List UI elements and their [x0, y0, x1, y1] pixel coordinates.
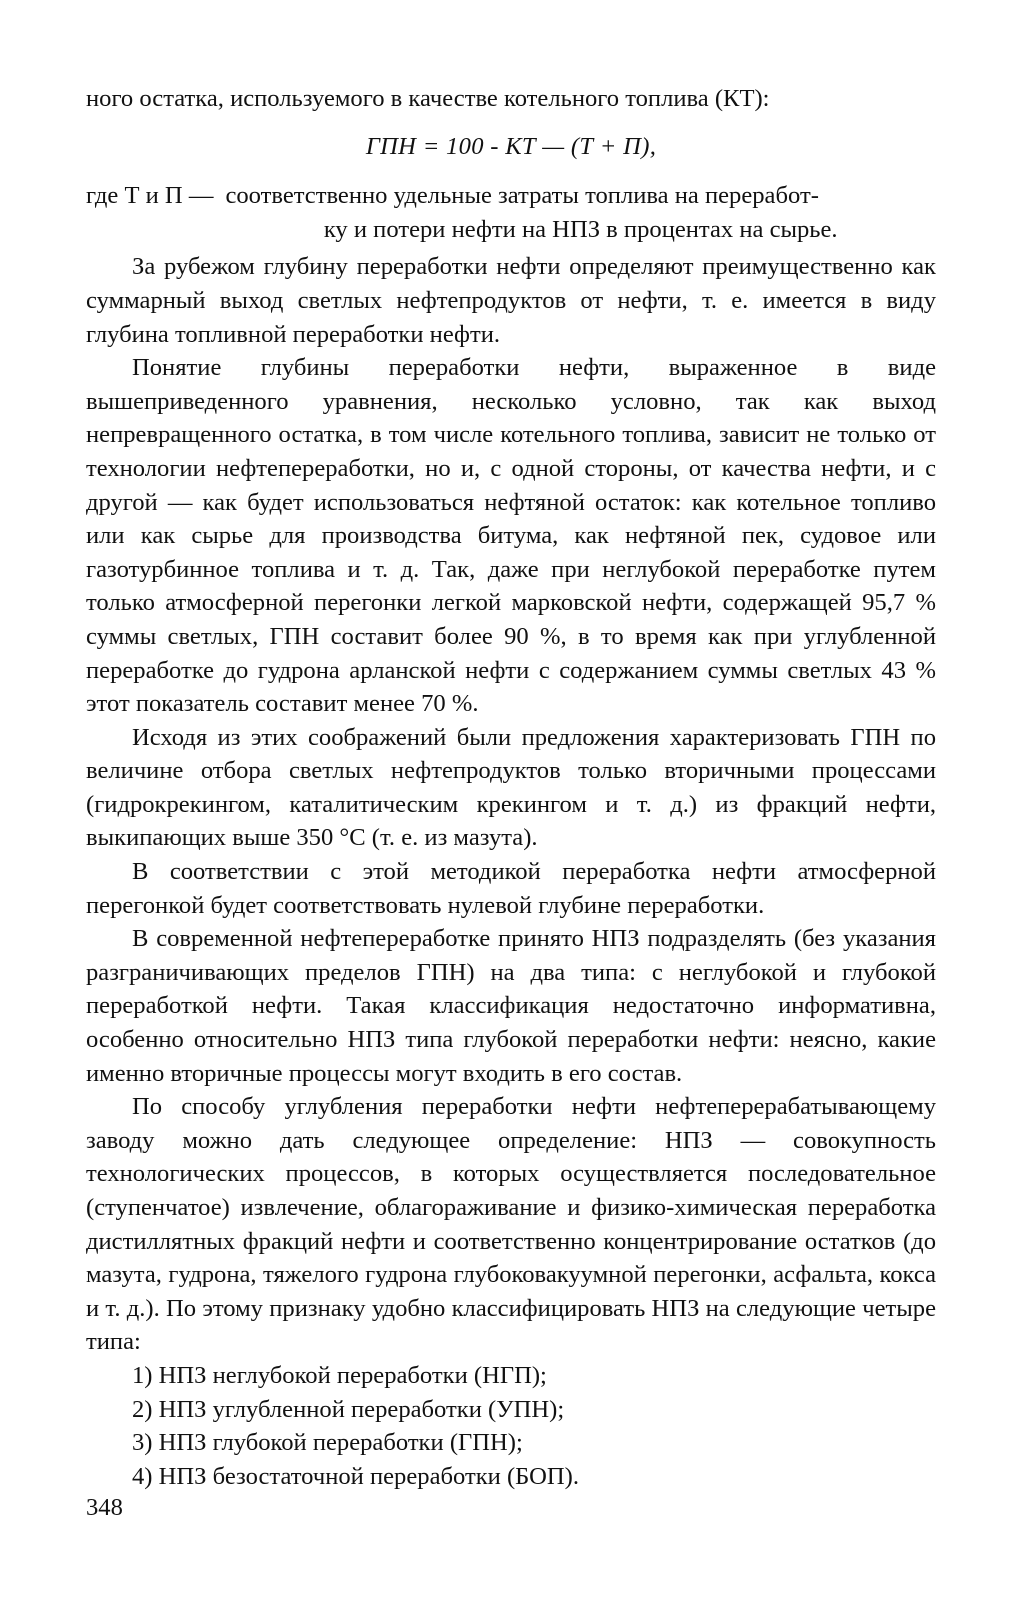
paragraph: В соответствии с этой методикой переработка нефти атмосферной перегонкой будет соответствовать нулевой глубине переработки. — [86, 858, 936, 919]
list-item: 1) НПЗ неглубокой переработки (НГП); — [132, 1361, 547, 1389]
list-item: 3) НПЗ глубокой переработки (ГПН); — [132, 1429, 523, 1457]
legend-definition-line2: ку и потери нефти на НПЗ в процентах на сырье. — [323, 215, 838, 243]
paragraph: Исходя из этих соображений были предложения характеризовать ГПН по величине отбора светлых нефтепродуктов только вторичными процессами (гидрокрекингом, каталитическим крекингом и т. д.) из фракций нефти, выкипающих выше 350 °С (т. е. из мазута). — [86, 723, 936, 852]
legend-definition-line1: соответственно удельные затраты топлива на переработ- — [225, 182, 819, 210]
paragraph: Понятие глубины переработки нефти, выраженное в виде вышеприведенного уравнения, несколько условно, так как выход непревращенного остатка, в том числе котельного топлива, зависит не только от технологии нефтепереработки, но и, с одной стороны, от качества нефти, и с другой — как будет использоваться нефтяной остаток: как котельное топливо или как сырье для производства битума, как нефтяной пек, судовое или газотурбинное топлива и т. д. Так, даже при неглубокой переработке путем только атмосферной перегонки легкой марковской нефти, содержащей 95,7 % суммы светлых, ГПН составит более 90 %, в то время как при углубленной переработке до гудрона арланской нефти с содержанием суммы светлых 43 % этот показатель составит менее 70 %. — [86, 354, 936, 718]
refinery-type-list — [86, 1359, 936, 1493]
formula: ГПН = 100 - КТ — (Т + П), — [365, 132, 657, 160]
paragraph: По способу углубления переработки нефти нефтеперерабатывающему заводу можно дать следующее определение: НПЗ — совокупность технологических процессов, в которых осуществляется последовательное (ступенчатое) извлечение, облагораживание и физико-химическая переработка дистиллятных фракций нефти и соответственно концентрирование остатков (до мазута, гудрона, тяжелого гудрона глубоковакуумной перегонки, асфальта, кокса и т. д.). По этому признаку удобно классифицировать НПЗ на следующие четыре типа: — [86, 1093, 936, 1356]
formula-legend — [86, 179, 936, 246]
continuation-line: ного остатка, используемого в качестве котельного топлива (КТ): — [86, 85, 770, 112]
list-item: 2) НПЗ углубленной переработки (УПН); — [132, 1395, 565, 1423]
list-item: 4) НПЗ безостаточной переработки (БОП). — [132, 1462, 579, 1490]
legend-definition — [225, 179, 936, 246]
page-body — [86, 82, 936, 1493]
legend-term: где Т и П — — [86, 182, 214, 210]
paragraph: За рубежом глубину переработки нефти определяют преимущественно как суммарный выход светлых нефтепродуктов от нефти, т. е. имеется в виду глубина топливной переработки нефти. — [86, 253, 936, 348]
page-number: 348 — [86, 1494, 123, 1521]
paragraph: В современной нефтепереработке принято НПЗ подразделять (без указания разграничивающих пределов ГПН) на два типа: с неглубокой и глубокой переработкой нефти. Такая классификация недостаточно информативна, особенно относительно НПЗ типа глубокой переработки нефти: неясно, какие именно вторичные процессы могут входить в его состав. — [86, 925, 936, 1087]
